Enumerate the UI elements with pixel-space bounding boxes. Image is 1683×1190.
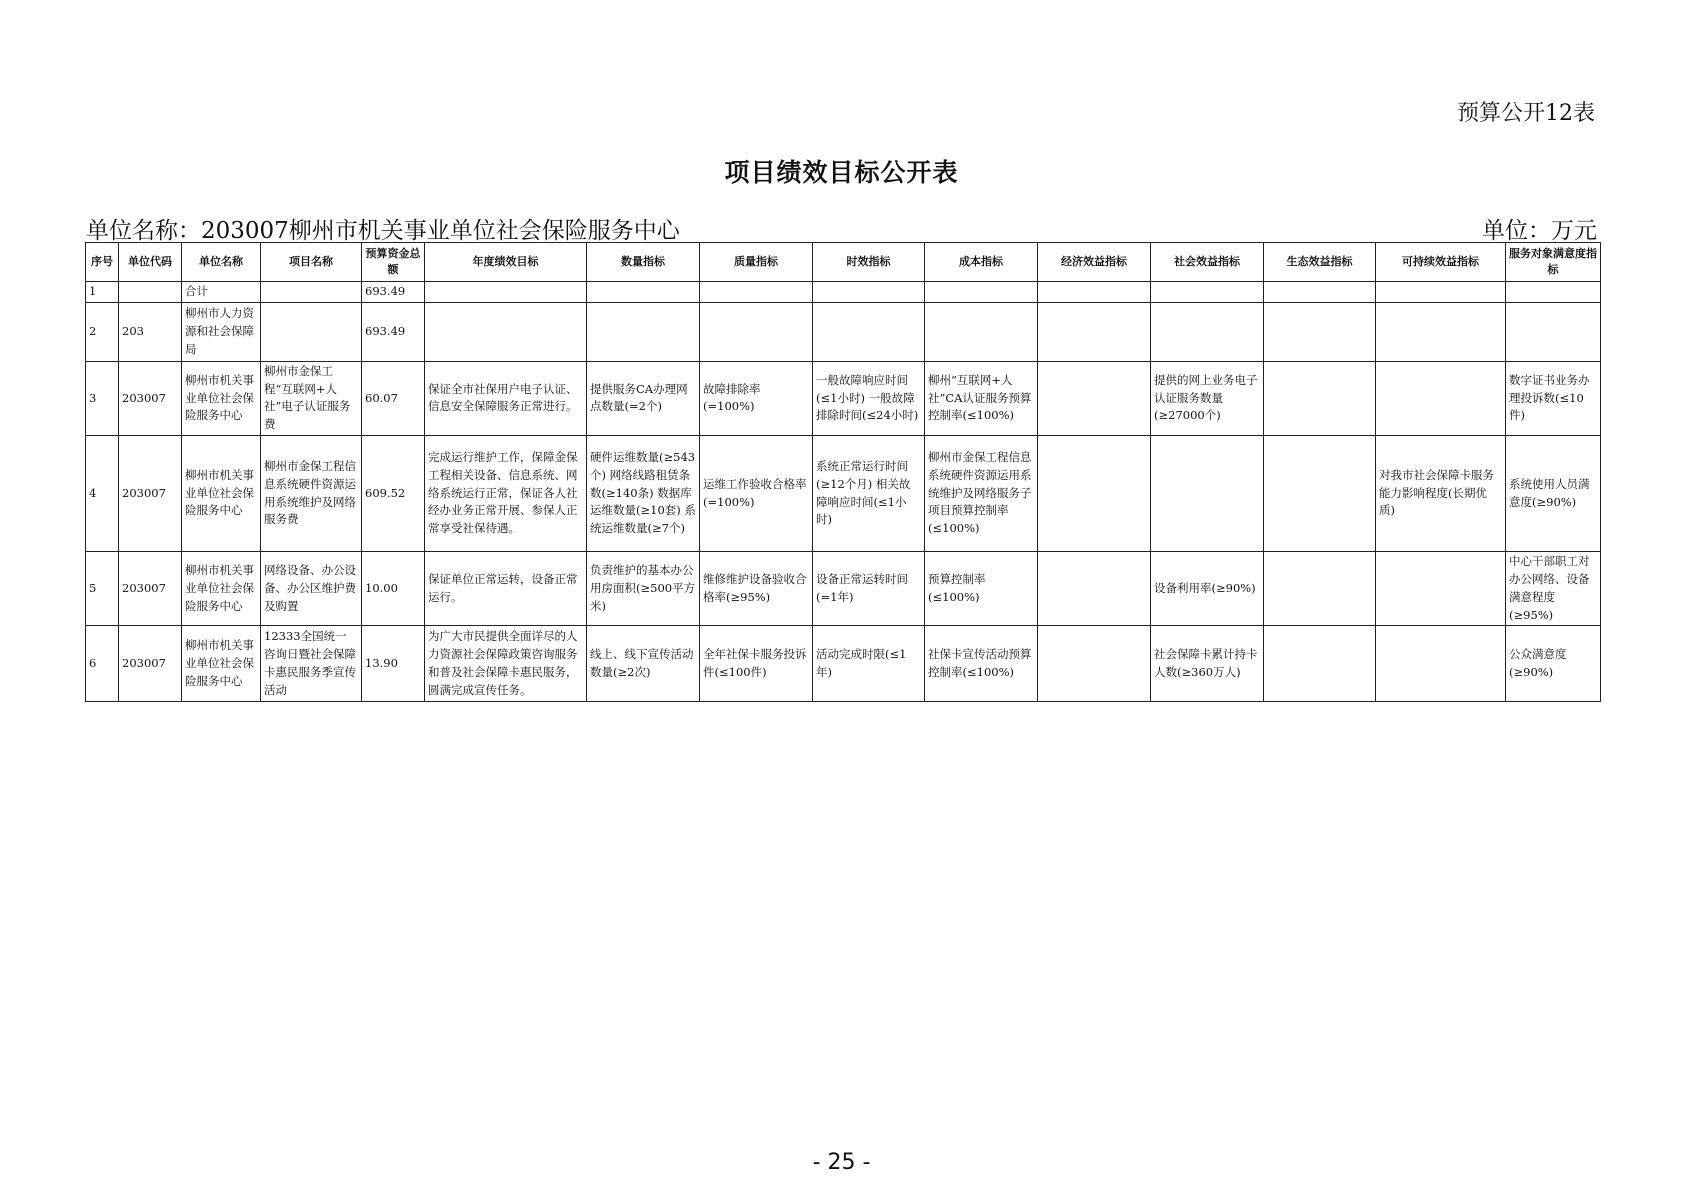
- table-cell: 网络设备、办公设备、办公区维护费及购置: [261, 552, 362, 626]
- table-cell: 4: [86, 436, 119, 552]
- table-cell: 中心干部职工对办公网络、设备满意程度(≥95%): [1506, 552, 1601, 626]
- table-cell: 2: [86, 302, 119, 361]
- table-cell: 柳州市金保工程信息系统硬件资源运用系统维护及网络服务费: [261, 436, 362, 552]
- table-cell: [425, 282, 587, 303]
- table-cell: 提供的网上业务电子认证服务数量(≥27000个): [1151, 361, 1264, 435]
- table-cell: 203007: [119, 626, 182, 702]
- table-cell: [119, 282, 182, 303]
- table-cell: [1151, 302, 1264, 361]
- page-number: - 25 -: [812, 1150, 871, 1175]
- table-cell: 设备利用率(≥90%): [1151, 552, 1264, 626]
- col-header: 预算资金总额: [362, 243, 425, 282]
- table-cell: 1: [86, 282, 119, 303]
- table-cell: 13.90: [362, 626, 425, 702]
- table-cell: 设备正常运转时间(=1年): [813, 552, 925, 626]
- table-cell: 60.07: [362, 361, 425, 435]
- table-cell: 693.49: [362, 302, 425, 361]
- table-cell: [261, 302, 362, 361]
- table-cell: [1506, 282, 1601, 303]
- table-cell: [925, 282, 1038, 303]
- table-cell: 系统正常运行时间(≥12个月) 相关故障响应时间(≤1小时): [813, 436, 925, 552]
- currency-unit: 单位：万元: [1482, 218, 1597, 244]
- col-header: 成本指标: [925, 243, 1038, 282]
- table-cell: [1038, 626, 1151, 702]
- table-cell: 柳州市机关事业单位社会保险服务中心: [182, 361, 261, 435]
- table-cell: 柳州“互联网+人社”CA认证服务预算控制率(≤100%): [925, 361, 1038, 435]
- table-cell: 柳州市机关事业单位社会保险服务中心: [182, 626, 261, 702]
- col-header: 年度绩效目标: [425, 243, 587, 282]
- table-cell: 预算控制率(≤100%): [925, 552, 1038, 626]
- table-cell: [1376, 361, 1506, 435]
- unit-name: 单位名称：203007柳州市机关事业单位社会保险服务中心: [86, 218, 680, 244]
- table-cell: 12333全国统一咨询日暨社会保障卡惠民服务季宣传活动: [261, 626, 362, 702]
- table-cell: [1376, 626, 1506, 702]
- table-cell: 柳州市人力资源和社会保障局: [182, 302, 261, 361]
- table-cell: 一般故障响应时间(≤1小时) 一般故障排除时间(≤24小时): [813, 361, 925, 435]
- table-row: [86, 436, 1601, 552]
- col-header: 经济效益指标: [1038, 243, 1151, 282]
- table-cell: 柳州市金保工程信息系统硬件资源运用系统维护及网络服务子项目预算控制率(≤100%): [925, 436, 1038, 552]
- table-cell: 柳州市金保工程“互联网+人社”电子认证服务费: [261, 361, 362, 435]
- table-cell: [1376, 302, 1506, 361]
- table-cell: 提供服务CA办理网点数量(=2个): [587, 361, 700, 435]
- table-cell: 保证单位正常运转，设备正常运行。: [425, 552, 587, 626]
- table-cell: [1264, 626, 1376, 702]
- table-cell: [1151, 436, 1264, 552]
- table-cell: [1151, 282, 1264, 303]
- col-header: 服务对象满意度指标: [1506, 243, 1601, 282]
- table-cell: 203007: [119, 552, 182, 626]
- table-cell: [1038, 552, 1151, 626]
- table-cell: 609.52: [362, 436, 425, 552]
- table-cell: 负责维护的基本办公用房面积(≥500平方米): [587, 552, 700, 626]
- table-cell: 社保卡宣传活动预算控制率(≤100%): [925, 626, 1038, 702]
- table-cell: 693.49: [362, 282, 425, 303]
- table-cell: 柳州市机关事业单位社会保险服务中心: [182, 552, 261, 626]
- table-cell: [925, 302, 1038, 361]
- table-cell: 203007: [119, 361, 182, 435]
- table-row: [86, 552, 1601, 626]
- table-cell: 203: [119, 302, 182, 361]
- table-cell: [1264, 436, 1376, 552]
- table-cell: 5: [86, 552, 119, 626]
- table-cell: [1264, 302, 1376, 361]
- table-cell: 柳州市机关事业单位社会保险服务中心: [182, 436, 261, 552]
- table-cell: [1038, 436, 1151, 552]
- table-cell: [1376, 552, 1506, 626]
- form-number: 预算公开12表: [1457, 101, 1595, 126]
- table-cell: 维修维护设备验收合格率(≥95%): [700, 552, 813, 626]
- table-cell: 运维工作验收合格率(=100%): [700, 436, 813, 552]
- table-cell: 完成运行维护工作，保障金保工程相关设备、信息系统、网络系统运行正常，保证各人社经办业务正常开展、参保人正常享受社保待遇。: [425, 436, 587, 552]
- table-cell: [1264, 552, 1376, 626]
- table-cell: [813, 302, 925, 361]
- table-cell: 公众满意度(≥90%): [1506, 626, 1601, 702]
- table-cell: [1038, 302, 1151, 361]
- col-header: 社会效益指标: [1151, 243, 1264, 282]
- table-cell: 线上、线下宣传活动数量(≥2次): [587, 626, 700, 702]
- table-cell: [587, 282, 700, 303]
- table-cell: [587, 302, 700, 361]
- col-header: 生态效益指标: [1264, 243, 1376, 282]
- table-cell: [813, 282, 925, 303]
- table-row: [86, 282, 1601, 303]
- table-row: [86, 626, 1601, 702]
- table-cell: 数字证书业务办理投诉数(≤10件): [1506, 361, 1601, 435]
- table-cell: [261, 282, 362, 303]
- table-cell: 硬件运维数量(≥543个) 网络线路租赁条数(≥140条) 数据库运维数量(≥10套) 系统运维数量(≥7个): [587, 436, 700, 552]
- table-cell: [700, 302, 813, 361]
- table-cell: 全年社保卡服务投诉件(≤100件): [700, 626, 813, 702]
- table-cell: 合计: [182, 282, 261, 303]
- table-row: [86, 361, 1601, 435]
- col-header: 可持续效益指标: [1376, 243, 1506, 282]
- col-header: 质量指标: [700, 243, 813, 282]
- col-header: 单位名称: [182, 243, 261, 282]
- table-cell: 保证全市社保用户电子认证、信息安全保障服务正常进行。: [425, 361, 587, 435]
- table-cell: [700, 282, 813, 303]
- col-header: 项目名称: [261, 243, 362, 282]
- table-cell: 203007: [119, 436, 182, 552]
- table-cell: 故障排除率(=100%): [700, 361, 813, 435]
- table-cell: [1038, 282, 1151, 303]
- table-row: [86, 302, 1601, 361]
- col-header: 序号: [86, 243, 119, 282]
- table-cell: 活动完成时限(≤1年): [813, 626, 925, 702]
- table-cell: 对我市社会保障卡服务能力影响程度(长期优质): [1376, 436, 1506, 552]
- table-cell: 系统使用人员满意度(≥90%): [1506, 436, 1601, 552]
- table-cell: [1506, 302, 1601, 361]
- table-header-row: [86, 243, 1601, 282]
- table-cell: [1376, 282, 1506, 303]
- table-cell: 社会保障卡累计持卡人数(≥360万人): [1151, 626, 1264, 702]
- performance-table: [85, 242, 1601, 702]
- table-cell: 为广大市民提供全面详尽的人力资源社会保障政策咨询服务和普及社会保障卡惠民服务，圆满完成宣传任务。: [425, 626, 587, 702]
- table-cell: [425, 302, 587, 361]
- table-cell: [1264, 282, 1376, 303]
- col-header: 单位代码: [119, 243, 182, 282]
- table-cell: [1038, 361, 1151, 435]
- page-title: 项目绩效目标公开表: [724, 158, 959, 187]
- col-header: 数量指标: [587, 243, 700, 282]
- table-cell: 3: [86, 361, 119, 435]
- table-cell: 6: [86, 626, 119, 702]
- table-cell: 10.00: [362, 552, 425, 626]
- col-header: 时效指标: [813, 243, 925, 282]
- table-cell: [1264, 361, 1376, 435]
